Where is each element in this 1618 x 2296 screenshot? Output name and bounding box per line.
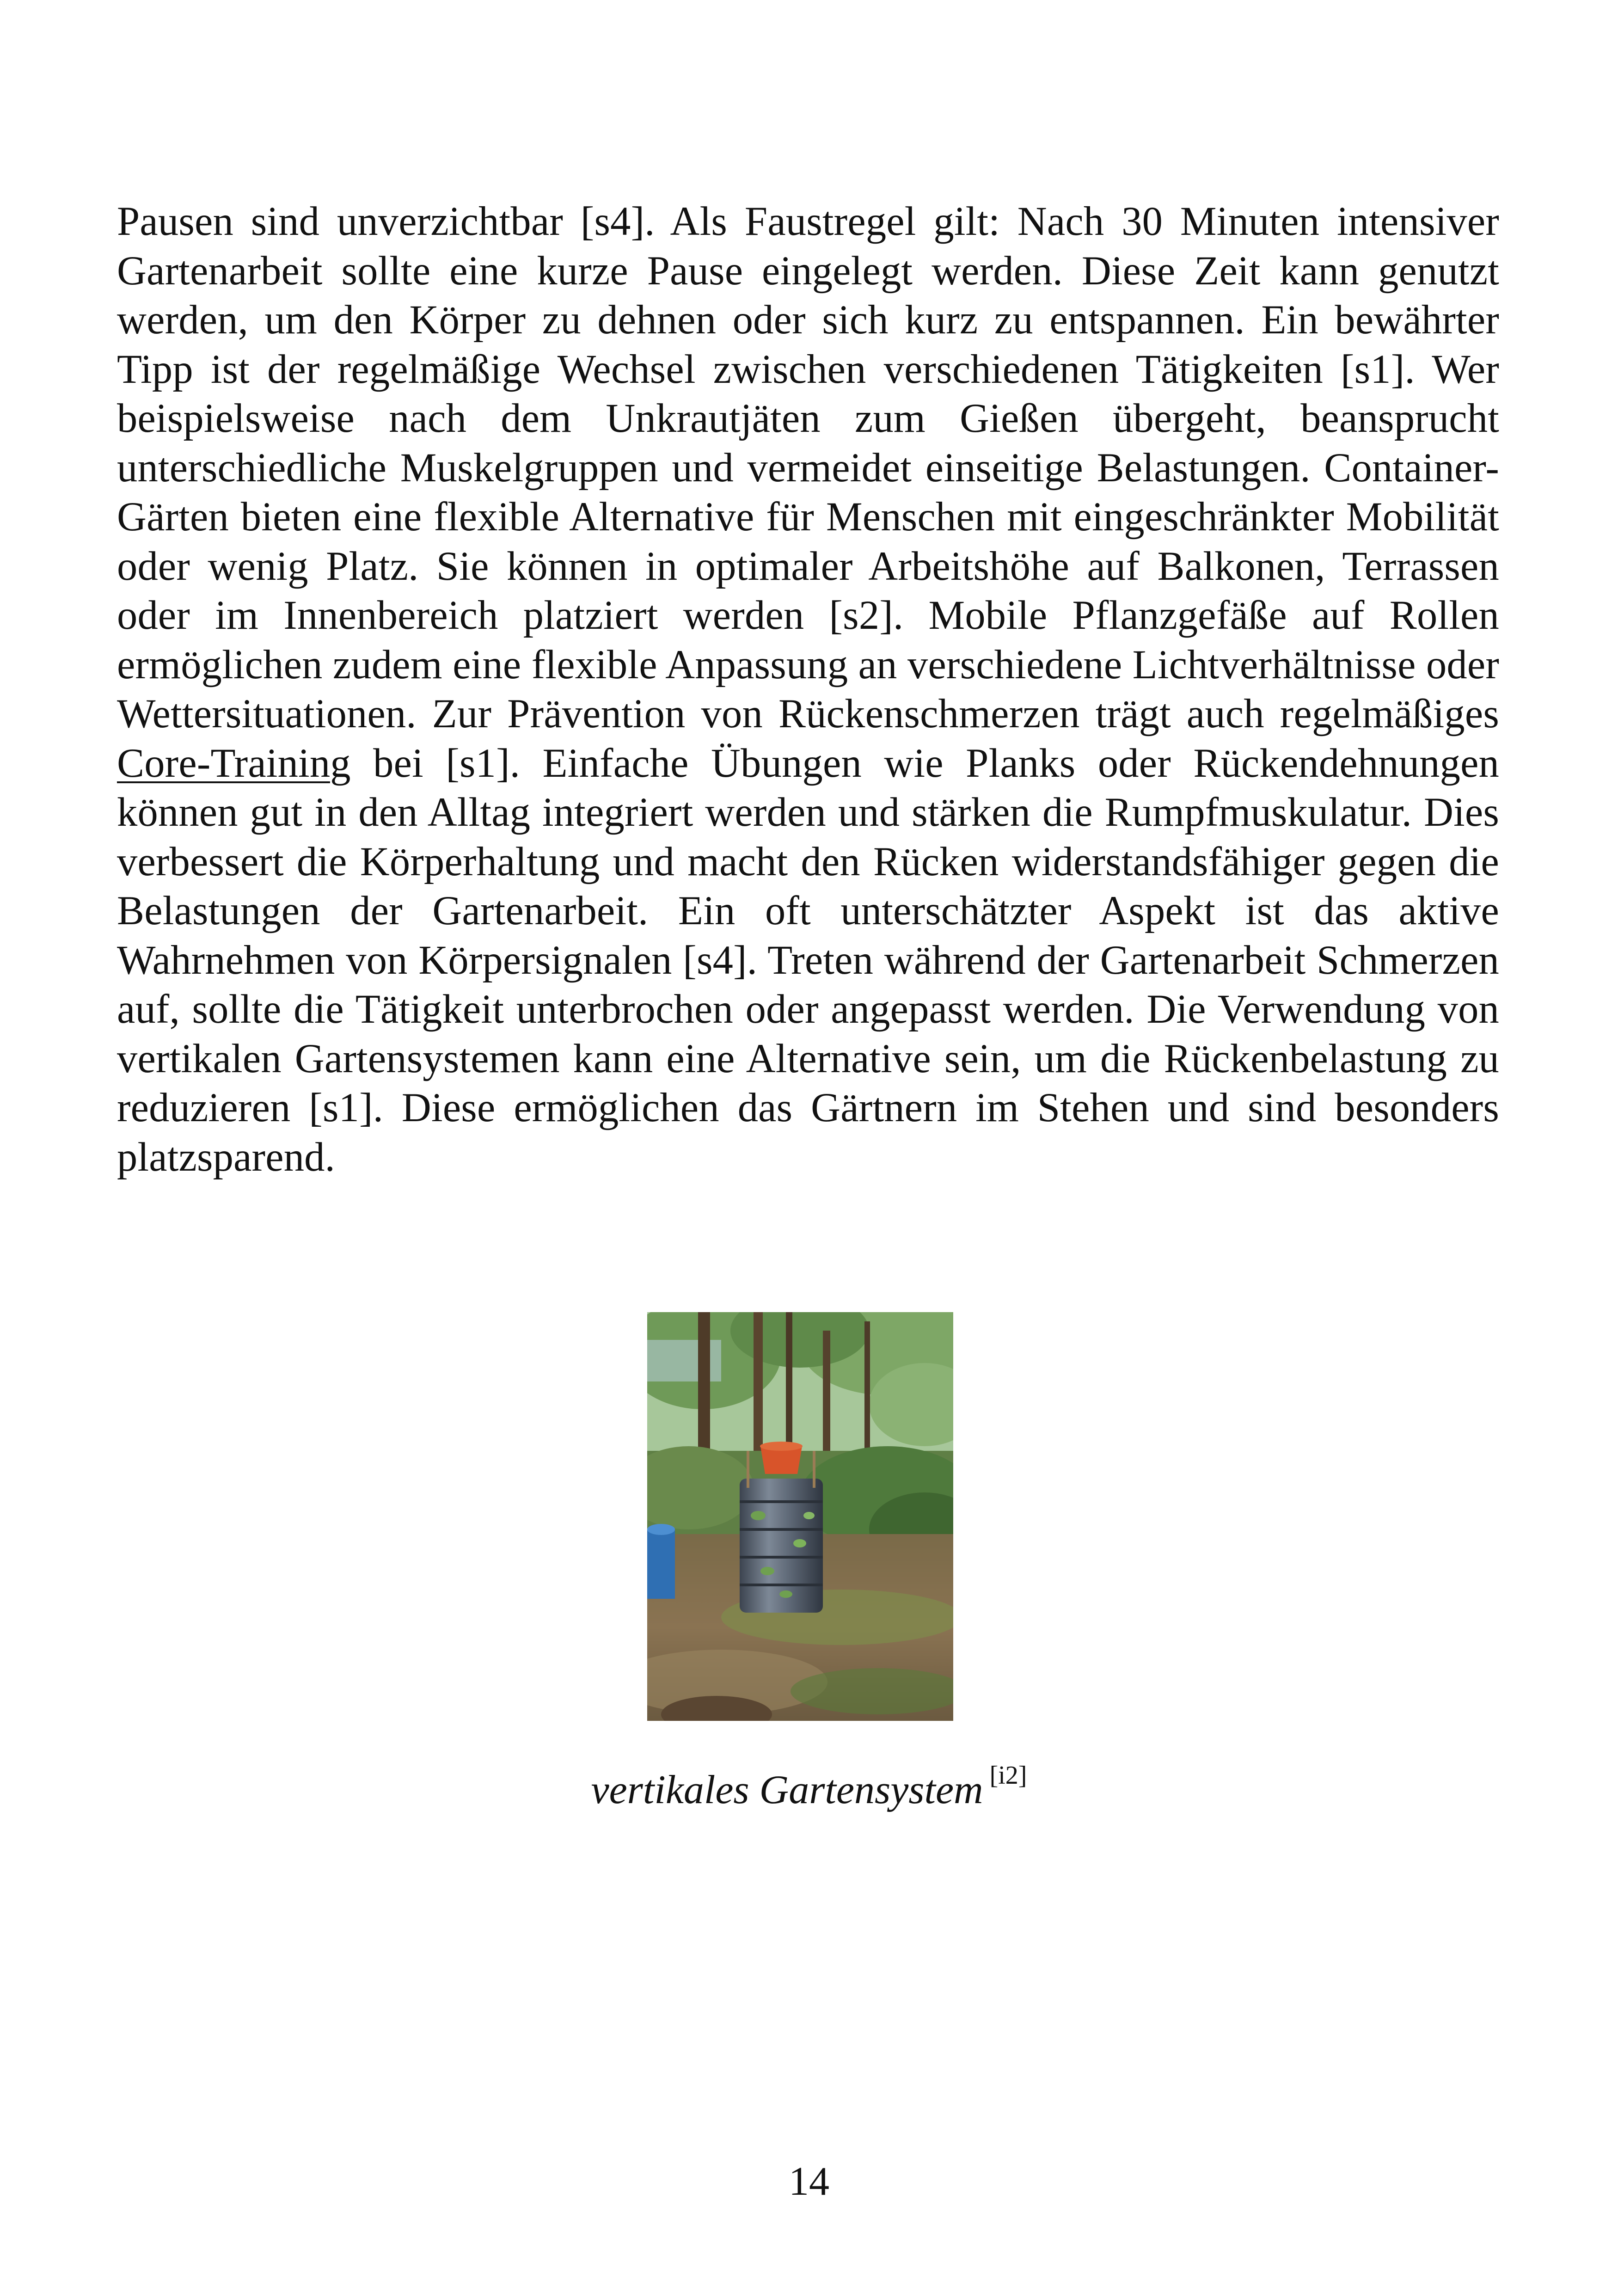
figure-caption bbox=[0, 1761, 1618, 1813]
caption-reference: [i2] bbox=[989, 1761, 1027, 1790]
body-paragraph bbox=[117, 197, 1499, 1182]
paragraph-text-part-1: Pausen sind unverzichtbar [s4]. Als Faustregel gilt: Nach 30 Minuten intensiver Gartenarbeit sollte eine kurze Pause eingelegt werden. Diese Zeit kann genutzt werden, um den Körper zu dehnen oder sich kurz zu entspannen. Ein bewährter Tipp ist der regelmäßige Wechsel zwischen verschiedenen Tätigkeiten [s1]. Wer beispielsweise nach dem Unkrautjäten zum Gießen übergeht, beansprucht unterschiedliche Muskelgruppen und vermeidet einseitige Belastungen. Container-Gärten bieten eine flexible Alternative für Menschen mit eingeschränkter Mobilität oder wenig Platz. Sie können in optimaler Arbeitshöhe auf Balkonen, Terrassen oder im Innenbereich platziert werden [s2]. Mobile Pflanzgefäße auf Rollen ermöglichen zudem eine flexible Anpassung an verschiedene Lichtverhältnisse oder Wettersituationen. Zur Prävention von Rückenschmerzen trägt auch regelmäßiges bbox=[117, 199, 1499, 737]
caption-text: vertikales Gartensystem bbox=[591, 1768, 983, 1812]
vertical-garden-photo bbox=[647, 1312, 953, 1721]
paragraph-text-part-2: bei [s1]. Einfache Übungen wie Planks oder Rückendehnungen können gut in den Alltag integriert werden und stärken die Rumpfmuskulatur. Dies verbessert die Körperhaltung und macht den Rücken widerstandsfähiger gegen die Belastungen der Gartenarbeit. Ein oft unterschätzter Aspekt ist das aktive Wahrnehmen von Körpersignalen [s4]. Treten während der Gartenarbeit Schmerzen auf, sollte die Tätigkeit unterbrochen oder angepasst werden. Die Verwendung von vertikalen Gartensystemen kann eine Alternative sein, um die Rückenbelastung zu reduzieren [s1]. Diese ermöglichen das Gärtnern im Stehen und sind besonders platzsparend. bbox=[117, 740, 1499, 1180]
page-number: 14 bbox=[789, 2159, 829, 2204]
core-training-link[interactable]: Core-Training bbox=[117, 740, 351, 786]
